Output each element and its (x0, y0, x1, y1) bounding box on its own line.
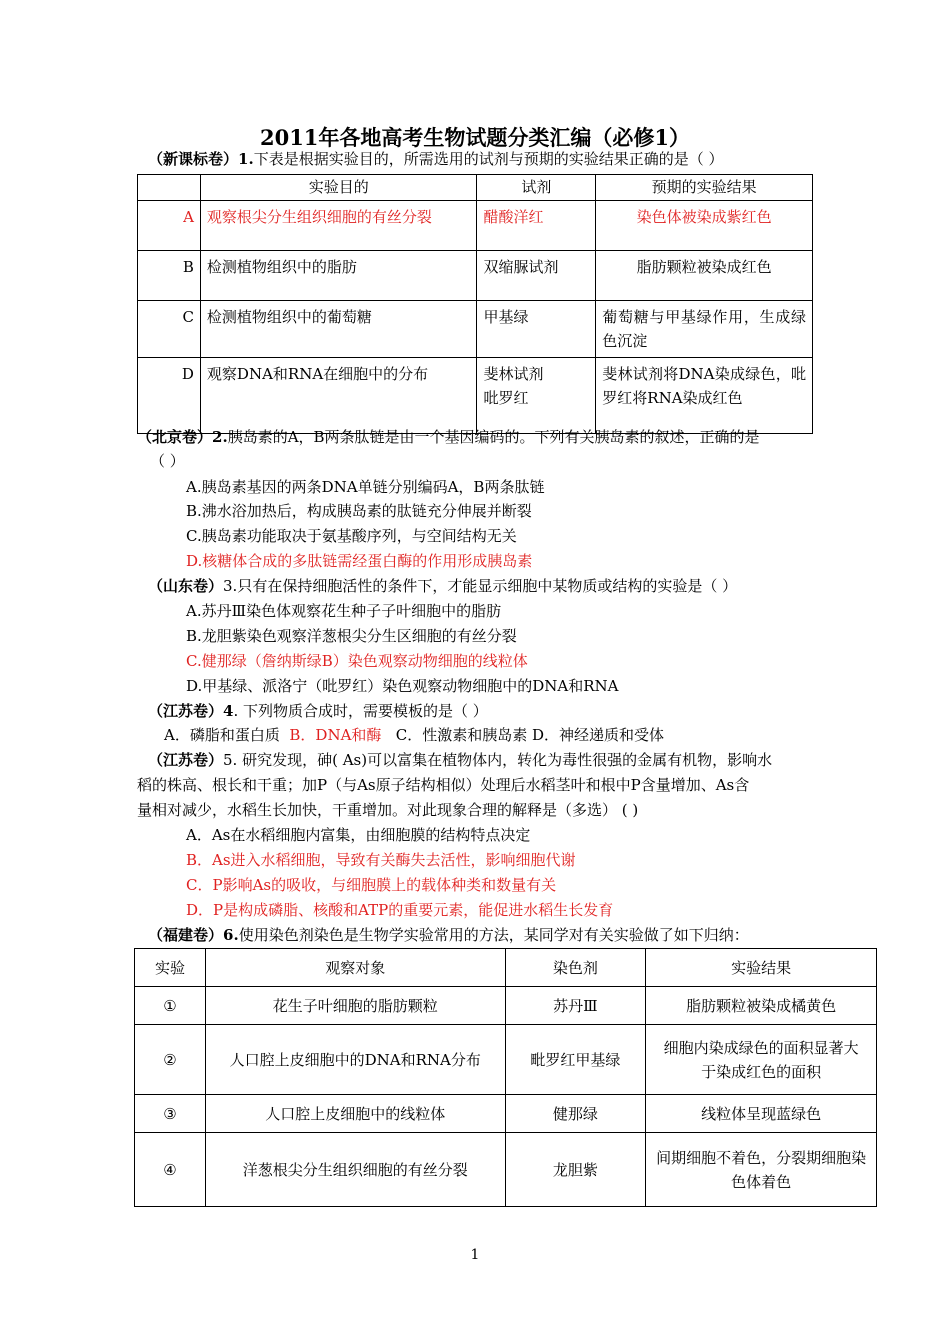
q2-option-a: A.胰岛素基因的两条DNA单链分别编码A，B两条肽链 (186, 478, 545, 496)
q1-number: 1. (238, 150, 254, 168)
q2-option-c: C.胰岛素功能取决于氨基酸序列，与空间结构无关 (186, 527, 517, 545)
q2-stem-text: 胰岛素的A，B两条肽链是由一个基因编码的。下列有关胰岛素的叙述，正确的是 (227, 428, 760, 446)
q6-row-4-result: 间期细胞不着色，分裂期细胞染色体着色 (646, 1133, 877, 1207)
q1-row-b-result: 脂肪颗粒被染成红色 (596, 251, 813, 301)
q5-source: （江苏卷） (148, 751, 224, 769)
q6-header-stain: 染色剂 (505, 949, 646, 987)
q6-row-1-no: ① (135, 987, 206, 1025)
q4-option-cd: C．性激素和胰岛素 D．神经递质和受体 (395, 726, 664, 744)
q5-stem-line-1 (148, 749, 772, 771)
q1-row-c-result: 葡萄糖与甲基绿作用，生成绿色沉淀 (596, 301, 813, 358)
q4-number: 4 (223, 702, 234, 720)
q6-row-3-stain: 健那绿 (505, 1095, 646, 1133)
q4-options (164, 724, 664, 746)
q1-row-d-reagent-cell (477, 358, 596, 434)
q2-option-b: B.沸水浴加热后，构成胰岛素的肽链充分伸展并断裂 (186, 502, 532, 520)
q3-option-c: C.健那绿（詹纳斯绿B）染色观察动物细胞的线粒体 (186, 652, 528, 670)
q4-stem (148, 700, 488, 722)
q4-option-b: B．DNA和酶 (289, 726, 382, 744)
q1-stem (148, 148, 723, 170)
q1-row-d-reagent2: 吡罗红 (483, 389, 529, 407)
q1-header-blank (138, 175, 201, 201)
q6-row-4-no: ④ (135, 1133, 206, 1207)
q3-source: （山东卷） (148, 577, 224, 595)
q1-row-c-reagent: 甲基绿 (477, 301, 596, 358)
q1-row-d-result: 斐林试剂将DNA染成绿色，吡罗红将RNA染成红色 (596, 358, 813, 434)
q6-row-3-no: ③ (135, 1095, 206, 1133)
q5-option-b: B．As进入水稻细胞，导致有关酶失去活性，影响细胞代谢 (186, 851, 576, 869)
q6-table-header (135, 949, 877, 987)
q5-option-c: C．P影响As的吸收，与细胞膜上的载体种类和数量有关 (186, 876, 557, 894)
q6-row-4-stain: 龙胆紫 (505, 1133, 646, 1207)
q6-row-1-result: 脂肪颗粒被染成橘黄色 (646, 987, 877, 1025)
q3-option-d: D.甲基绿、派洛宁（吡罗红）染色观察动物细胞中的DNA和RNA (186, 677, 619, 695)
q2-stem (137, 426, 760, 448)
q6-header-experiment: 实验 (135, 949, 206, 987)
q5-line-1: 5. 研究发现，砷( As)可以富集在植物体内，转化为毒性很强的金属有机物，影响水 (223, 751, 773, 769)
q1-row-b (138, 251, 813, 301)
q1-row-a-purpose: 观察根尖分生组织细胞的有丝分裂 (200, 201, 477, 251)
q6-row-1 (135, 987, 877, 1025)
q6-row-2-stain: 毗罗红甲基绿 (505, 1025, 646, 1095)
q3-option-a: A.苏丹Ⅲ染色体观察花生种子子叶细胞中的脂肪 (186, 602, 502, 620)
q6-number: 6. (223, 926, 239, 944)
q6-row-1-stain: 苏丹Ⅲ (505, 987, 646, 1025)
q6-row-4-object: 洋葱根尖分生组织细胞的有丝分裂 (205, 1133, 505, 1207)
q1-header-result: 预期的实验结果 (596, 175, 813, 201)
q1-row-a-result: 染色体被染成紫红色 (596, 201, 813, 251)
q1-row-c (138, 301, 813, 358)
q1-row-a (138, 201, 813, 251)
q1-table (137, 174, 813, 434)
q4-stem-text: . 下列物质合成时，需要模板的是（ ） (233, 702, 488, 720)
q1-row-d-reagent: 斐林试剂 (483, 365, 544, 383)
q2-option-d: D.核糖体合成的多肽链需经蛋白酶的作用形成胰岛素 (186, 552, 533, 570)
q4-source: （江苏卷） (148, 702, 224, 720)
q2-number: 2. (212, 428, 228, 446)
q6-row-1-object: 花生子叶细胞的脂肪颗粒 (205, 987, 505, 1025)
page-number: 1 (470, 1247, 480, 1263)
q6-row-2 (135, 1025, 877, 1095)
q1-row-d-label: D (138, 358, 201, 434)
q6-stem (148, 924, 749, 946)
q6-row-2-object: 人口腔上皮细胞中的DNA和RNA分布 (205, 1025, 505, 1095)
q6-stem-text: 使用染色剂染色是生物学实验常用的方法，某同学对有关实验做了如下归纳： (238, 926, 749, 944)
q4-option-a: A．磷脂和蛋白质 (164, 726, 280, 744)
q3-stem (148, 575, 737, 597)
q6-row-2-result: 细胞内染成绿色的面积显著大于染成红色的面积 (646, 1025, 877, 1095)
q1-row-a-label: A (138, 201, 201, 251)
q6-row-2-no: ② (135, 1025, 206, 1095)
q1-row-b-purpose: 检测植物组织中的脂肪 (200, 251, 477, 301)
q5-option-a: A．As在水稻细胞内富集，由细胞膜的结构特点决定 (186, 826, 531, 844)
q1-row-b-label: B (138, 251, 201, 301)
q2-source: （北京卷） (137, 428, 213, 446)
q3-option-b: B.龙胆紫染色观察洋葱根尖分生区细胞的有丝分裂 (186, 627, 517, 645)
q2-stem-cont: （ ） (150, 452, 185, 470)
q6-source: （福建卷） (148, 926, 224, 944)
q6-header-result: 实验结果 (646, 949, 877, 987)
q1-header-purpose: 实验目的 (200, 175, 477, 201)
q6-table (134, 948, 877, 1207)
q6-row-3-result: 线粒体呈现蓝绿色 (646, 1095, 877, 1133)
q5-line-3: 量相对减少，水稻生长加快，干重增加。对此现象合理的解释是（多选） ( ) (137, 801, 639, 819)
q6-header-object: 观察对象 (205, 949, 505, 987)
q6-row-3-object: 人口腔上皮细胞中的线粒体 (205, 1095, 505, 1133)
q1-source: （新课标卷） (148, 150, 239, 168)
q5-option-d: D．P是构成磷脂、核酸和ATP的重要元素，能促进水稻生长发育 (186, 901, 614, 919)
q1-row-b-reagent: 双缩脲试剂 (477, 251, 596, 301)
q6-row-3 (135, 1095, 877, 1133)
q1-table-header (138, 175, 813, 201)
q6-row-4 (135, 1133, 877, 1207)
q1-row-d (138, 358, 813, 434)
q1-row-d-purpose: 观察DNA和RNA在细胞中的分布 (200, 358, 477, 434)
q3-stem-text: 3.只有在保持细胞活性的条件下，才能显示细胞中某物质或结构的实验是（ ） (223, 577, 738, 595)
q1-stem-text: 下表是根据实验目的，所需选用的试剂与预期的实验结果正确的是（ ） (253, 150, 724, 168)
q1-row-c-label: C (138, 301, 201, 358)
q1-row-c-purpose: 检测植物组织中的葡萄糖 (200, 301, 477, 358)
page-title: 2011年各地高考生物试题分类汇编（必修1） (259, 125, 691, 150)
q5-line-2: 稻的株高、根长和干重；加P（与As原子结构相似）处理后水稻茎叶和根中P含量增加、As含 (137, 776, 750, 794)
q1-row-a-reagent: 醋酸洋红 (477, 201, 596, 251)
q1-header-reagent: 试剂 (477, 175, 596, 201)
